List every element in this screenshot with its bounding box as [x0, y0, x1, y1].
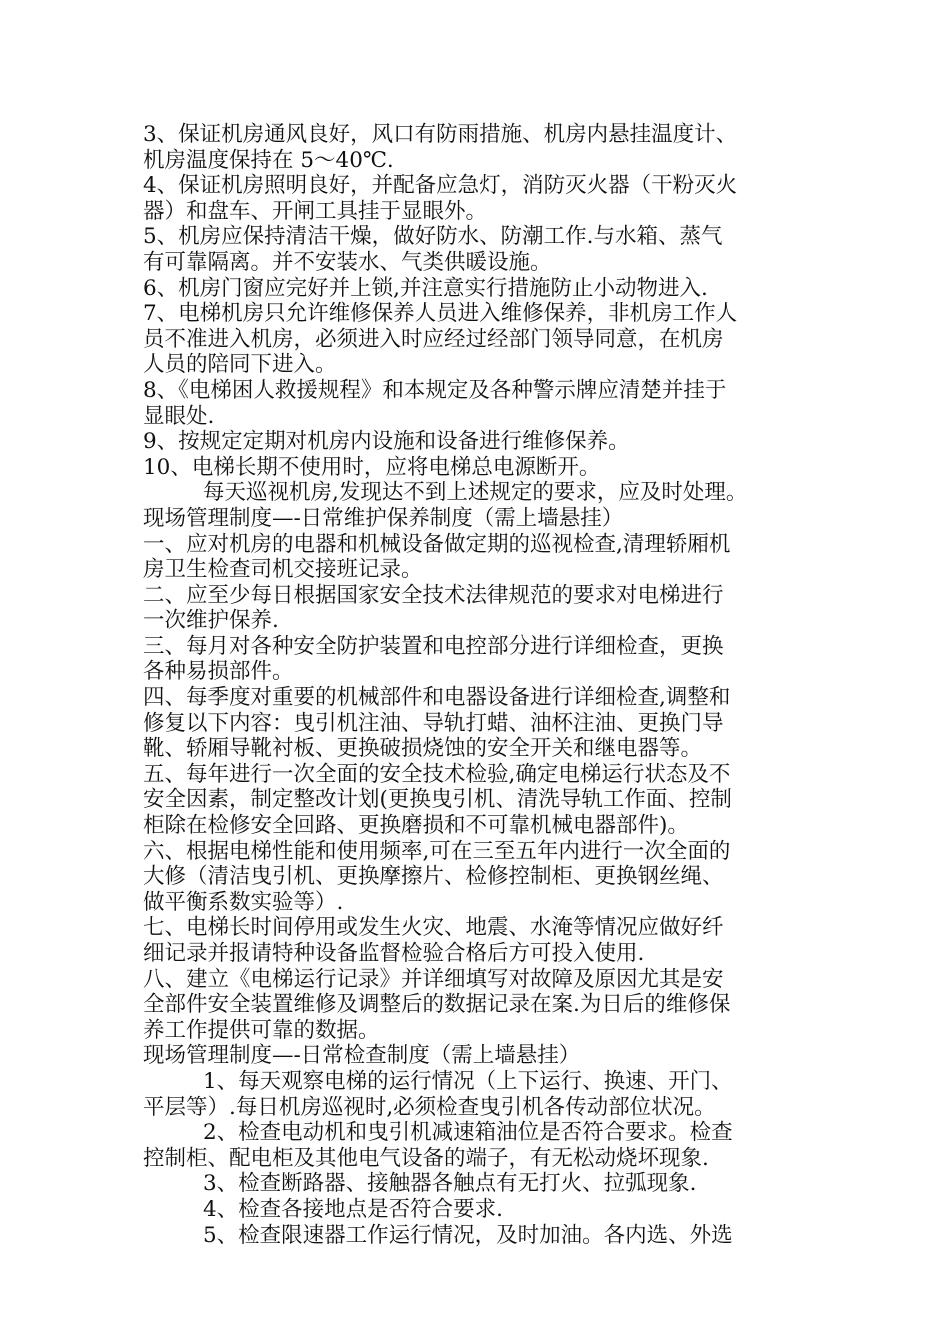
- text-line: 靴、轿厢导靴衬板、更换破损烧蚀的安全开关和继电器等。: [143, 736, 703, 762]
- text-line: 5、检查限速器工作运行情况，及时加油。各内选、外选: [203, 1222, 733, 1248]
- text-line: 安全因素，制定整改计划(更换曳引机、清洗导轨工作面、控制: [143, 787, 732, 813]
- text-line: 一次维护保养.: [143, 608, 279, 634]
- text-line: 2、检查电动机和曳引机减速箱油位是否符合要求。检查: [203, 1120, 733, 1146]
- text-line: 6、机房门窗应完好并上锁,并注意实行措施防止小动物进入.: [143, 275, 708, 301]
- text-line: 3、检查断路器、接触器各触点有无打火、拉弧现象.: [203, 1171, 697, 1197]
- text-line: 四、每季度对重要的机械部件和电器设备进行详细检查,调整和: [143, 685, 731, 711]
- text-line: 大修（清洁曳引机、更换摩擦片、检修控制柜、更换钢丝绳、: [143, 864, 724, 890]
- text-line: 三、每月对各种安全防护装置和电控部分进行详细检查，更换: [143, 633, 724, 659]
- text-line: 3、保证机房通风良好，风口有防雨措施、机房内悬挂温度计、: [143, 122, 738, 147]
- text-line: 做平衡系数实验等）.: [143, 889, 344, 915]
- document-body: [143, 122, 813, 1248]
- text-line: 8、《电梯困人救援规程》和本规定及各种警示牌应清楚并挂于: [143, 377, 727, 403]
- text-line: 现场管理制度—-日常维护保养制度（需上墙悬挂）: [143, 505, 624, 531]
- text-line: 每天巡视机房,发现达不到上述规定的要求，应及时处理。: [203, 480, 748, 506]
- text-line: 柜除在检修安全回路、更换磨损和不可靠机械电器部件)。: [143, 813, 689, 839]
- text-line: 一、应对机房的电器和机械设备做定期的巡视检查,清理轿厢机: [143, 531, 731, 557]
- text-line: 房卫生检查司机交接班记录。: [143, 557, 423, 583]
- text-line: 现场管理制度—-日常检查制度（需上墙悬挂）: [143, 1043, 581, 1069]
- text-line: 养工作提供可靠的数据。: [143, 1017, 380, 1043]
- text-line: 4、检查各接地点是否符合要求.: [203, 1196, 504, 1222]
- text-line: 5、机房应保持清洁干燥，做好防水、防潮工作.与水箱、蒸气: [143, 224, 723, 250]
- text-line: 六、根据电梯性能和使用频率,可在三至五年内进行一次全面的: [143, 838, 731, 864]
- text-line: 控制柜、配电柜及其他电气设备的端子，有无松动烧坏现象.: [143, 1145, 709, 1171]
- text-line: 八、建立《电梯运行记录》并详细填写对故障及原因尤其是安: [143, 966, 724, 992]
- text-line: 细记录并报请特种设备监督检验合格后方可投入使用.: [143, 941, 645, 966]
- text-line: 机房温度保持在 5～40℃.: [143, 147, 394, 173]
- text-line: 全部件安全装置维修及调整后的数据记录在案.为日后的维修保: [143, 992, 731, 1018]
- text-line: 修复以下内容：曳引机注油、导轨打蜡、油杯注油、更换门导: [143, 710, 724, 736]
- text-line: 各种易损部件。: [143, 659, 294, 685]
- text-line: 7、电梯机房只允许维修保养人员进入维修保养，非机房工作人: [143, 301, 738, 327]
- text-line: 七、电梯长时间停用或发生火灾、地震、水淹等情况应做好纤: [143, 915, 724, 941]
- text-line: 显眼处.: [143, 403, 215, 429]
- text-line: 平层等）.每日机房巡视时,必须检查曳引机各传动部位状况。: [143, 1094, 716, 1120]
- text-line: 有可靠隔离。并不安装水、气类供暖设施。: [143, 249, 552, 275]
- text-line: 五、每年进行一次全面的安全技术检验,确定电梯运行状态及不: [143, 761, 731, 787]
- text-line: 员不准进入机房，必须进入时应经过经部门领导同意，在机房: [143, 326, 724, 352]
- text-line: 1、每天观察电梯的运行情况（上下运行、换速、开门、: [203, 1068, 733, 1094]
- text-line: 9、按规定定期对机房内设施和设备进行维修保养。: [143, 429, 630, 455]
- text-line: 4、保证机房照明良好，并配备应急灯，消防灭火器（干粉灭火: [143, 173, 738, 199]
- text-line: 10、电梯长期不使用时，应将电梯总电源断开。: [143, 454, 601, 480]
- text-line: 二、应至少每日根据国家安全技术法律规范的要求对电梯进行: [143, 582, 724, 608]
- text-line: 器）和盘车、开闸工具挂于显眼外。: [143, 198, 488, 224]
- text-line: 人员的陪同下进入。: [143, 352, 337, 378]
